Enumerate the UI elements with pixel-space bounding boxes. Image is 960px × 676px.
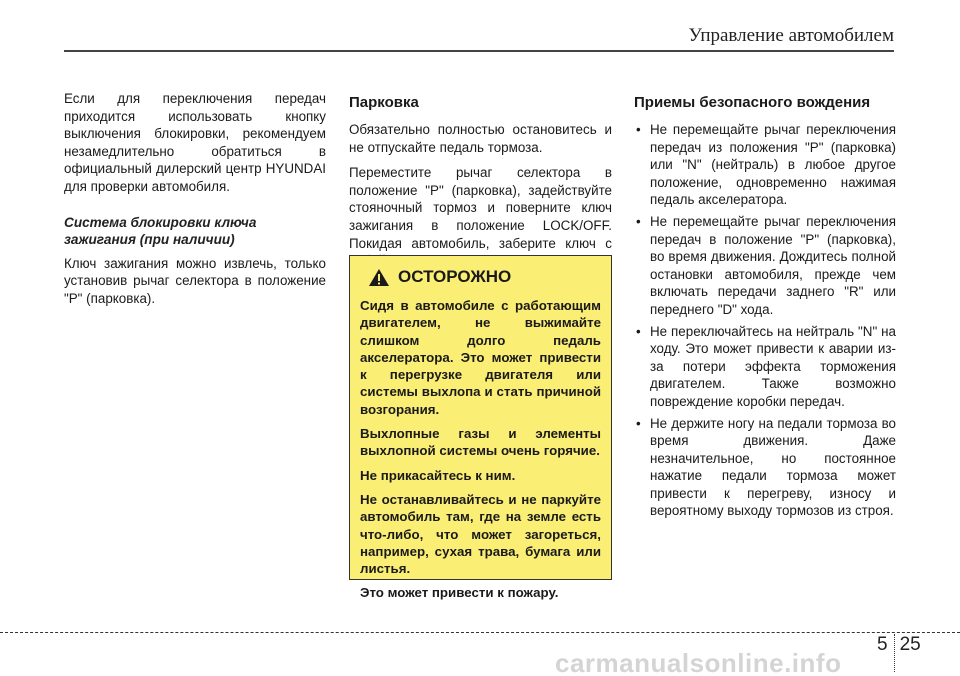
warning-header xyxy=(360,267,601,287)
warning-paragraph-1: Сидя в автомобиле с работающим двигателем, не выжимайте слишком долго педаль акселератора. Это может привести к перегрузке двигателя или системы выхлопа и стать причиной возгорания. xyxy=(360,298,601,417)
warning-title: ОСТОРОЖНО xyxy=(398,267,512,286)
chapter-number: 5 xyxy=(877,634,888,655)
safe-driving-list xyxy=(634,121,896,520)
header-divider xyxy=(64,50,894,52)
parking-heading: Парковка xyxy=(349,94,419,111)
column-left xyxy=(64,90,326,315)
parking-paragraph-1: Обязательно полностью остановитесь и не отпускайте педаль тормоза. xyxy=(349,122,612,155)
column-right xyxy=(634,94,896,524)
intro-paragraph: Если для переключения передач приходится использовать кнопку выключения блокировки, рекомендуем незамедлительно обратиться в официальный дилерский центр HYUNDAI для проверки автомобиля. xyxy=(64,91,326,194)
warning-paragraph-3: Не прикасайтесь к ним. xyxy=(360,467,516,483)
list-item: • Не перемещайте рычаг переключения передач из положения "P" (парковка) или "N" (нейтраль) в любое другое положение, одновременно нажимая педаль акселератора. xyxy=(634,121,896,209)
list-item: • Не перемещайте рычаг переключения передач в положение "P" (парковка), во время движения. Дождитесь полной остановки автомобиля, прежде чем включать передачи заднего "R" или переднего "D" хода. xyxy=(634,213,896,319)
parking-paragraph-2: Переместите рычаг селектора в положение "P" (парковка), задействуйте стояночный тормоз и поверните ключ зажигания в положение LOCK/OFF. Покидая автомобиль, заберите ключ с xyxy=(349,165,612,251)
page-number xyxy=(877,634,921,672)
page-number-value: 25 xyxy=(899,634,921,655)
watermark: carmanualsonline.info xyxy=(555,648,842,676)
warning-box xyxy=(349,255,612,601)
footer-divider xyxy=(0,632,960,633)
key-lock-paragraph: Ключ зажигания можно извлечь, только установив рычаг селектора в положение "P" (парковка). xyxy=(64,255,326,306)
warning-paragraph-2: Выхлопные газы и элементы выхлопной системы очень горячие. xyxy=(360,426,601,459)
list-item: • Не переключайтесь на нейтраль "N" на ходу. Это может привести к аварии из-за потери эффекта торможения двигателем. Также возможно повреждение коробки передач. xyxy=(634,323,896,411)
safe-driving-heading: Приемы безопасного вождения xyxy=(634,94,871,111)
warning-triangle-icon xyxy=(368,268,390,287)
warning-paragraph-4: Не останавливайтесь и не паркуйте автомобиль там, где на земле есть что-либо, что может загореться, например, сухая трава, бумага или листья. xyxy=(360,491,601,577)
list-item: • Не держите ногу на педали тормоза во время движения. Даже незначительное, но постоянное нажатие педали тормоза может привести к перегреву, износу и вероятному выходу тормозов из строя. xyxy=(634,415,896,521)
warning-paragraph-5: Это может привести к пожару. xyxy=(360,585,559,601)
section-title: Управление автомобилем xyxy=(688,25,894,46)
column-middle xyxy=(349,94,612,278)
subheading-key-lock: Система блокировки ключа зажигания (при наличии) xyxy=(64,214,257,247)
